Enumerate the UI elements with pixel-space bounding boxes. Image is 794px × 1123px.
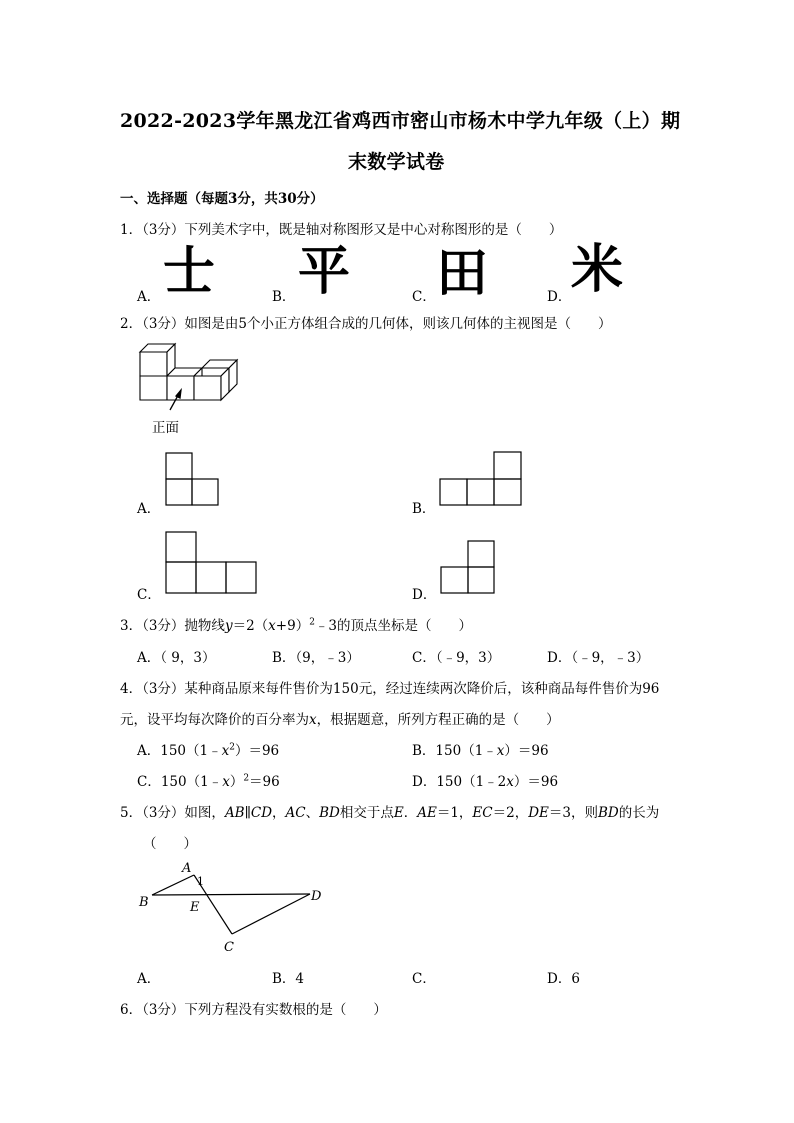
- question-5-stem-line2: （ ）: [143, 836, 197, 852]
- q5-option-b: B．4: [272, 971, 305, 987]
- q5-figure-label-d: D: [311, 889, 322, 904]
- q5-dot: ．: [403, 805, 418, 821]
- q5-e: E: [393, 805, 404, 821]
- q5-parallel: ∥: [244, 805, 251, 821]
- q5-bd2: BD: [597, 805, 619, 821]
- q4-option-b: [412, 739, 549, 759]
- q3-option-a: A．（ 9，3）: [137, 650, 216, 666]
- q3-var-x: x: [268, 618, 276, 634]
- q4-a-var: x: [221, 743, 230, 759]
- q4-option-d: [412, 770, 558, 790]
- q4-a-sup: 2: [229, 742, 235, 753]
- q3-stem-prefix: 3．（3分）抛物线: [120, 618, 225, 634]
- q5-eq2: ＝2，: [492, 805, 529, 821]
- q5-eq1: ＝1，: [436, 805, 473, 821]
- q4-b-pre: B．150（1﹣: [412, 743, 497, 759]
- q5-sep1: ，: [272, 805, 286, 821]
- question-1-stem: 1．（3分）下列美术字中，既是轴对称图形又是中心对称图形的是（ ）: [120, 222, 563, 238]
- q5-eq3: ＝3，则: [548, 805, 598, 821]
- q5-ab: AB: [224, 805, 245, 821]
- q2-option-c-label: C．: [137, 587, 161, 603]
- q4-a-post: ）＝96: [234, 743, 280, 759]
- q4-b-post: ）＝96: [504, 743, 549, 759]
- q4-line2-pre: 元，设平均每次降价的百分率为: [120, 712, 309, 728]
- q5-mid1: 相交于点: [339, 805, 394, 821]
- q5-pre: 5．（3分）如图，: [120, 805, 225, 821]
- q2-option-b-label: B．: [412, 501, 436, 517]
- q4-c-var: x: [222, 774, 230, 790]
- q4-c-mid: ）: [229, 774, 244, 790]
- q4-var-x: x: [309, 712, 317, 728]
- q2-option-a-label: A．: [137, 501, 161, 517]
- question-6-stem: 6．（3分）下列方程没有实数根的是（ ）: [120, 1002, 387, 1018]
- q3-stem-mid: ＝2（: [232, 618, 269, 634]
- q4-c-post: ＝96: [249, 774, 280, 790]
- q3-exponent: 2: [309, 617, 315, 628]
- q1-option-c-glyph: 田: [436, 244, 489, 304]
- q2-option-c-figure: [166, 532, 258, 594]
- q4-c-pre: C．150（1﹣: [137, 774, 223, 790]
- q2-option-d-label: D．: [412, 587, 437, 603]
- q1-option-b-label: B．: [272, 289, 296, 305]
- question-5-figure: [136, 858, 336, 958]
- q1-option-d-glyph: 米: [571, 240, 624, 300]
- q5-sep2: 、: [305, 805, 320, 821]
- q1-option-c-label: C．: [412, 289, 436, 305]
- q5-de: DE: [528, 805, 549, 821]
- q1-option-a-glyph: 士: [163, 242, 216, 302]
- q5-tail: 的长为: [618, 805, 660, 821]
- q4-line2-post: ，根据题意，所列方程正确的是（ ）: [316, 712, 560, 728]
- q5-cd: CD: [250, 805, 273, 821]
- question-5-stem: [120, 801, 659, 821]
- page-title: 2022-2023学年黑龙江省鸡西市密山市杨木中学九年级（上）期: [120, 110, 681, 132]
- q4-d-post: ）＝96: [513, 774, 559, 790]
- q1-option-b-glyph: 平: [298, 242, 351, 302]
- q5-ae: AE: [417, 805, 437, 821]
- q5-option-d: D．6: [547, 971, 580, 987]
- q5-figure-angle-1: 1: [197, 875, 204, 888]
- q4-b-var: x: [496, 743, 505, 759]
- q1-option-d-label: D．: [547, 289, 572, 305]
- question-4-stem-line1: 4．（3分）某种商品原来每件售价为150元，经过连续两次降价后，该种商品每件售价为96: [120, 681, 660, 697]
- q3-var-y: y: [224, 618, 233, 634]
- q5-figure-label-e: E: [190, 900, 200, 915]
- q4-d-var: x: [506, 774, 514, 790]
- q5-ac: AC: [285, 805, 306, 821]
- question-2-figure-label: 正面: [152, 420, 179, 436]
- q5-bd: BD: [319, 805, 340, 821]
- q4-option-a: [137, 739, 279, 759]
- q2-option-d-figure: [441, 541, 496, 594]
- q5-figure-label-a: A: [182, 861, 192, 876]
- page-title-line2: 末数学试卷: [348, 151, 445, 173]
- q4-d-pre: D．150（1﹣2: [412, 774, 507, 790]
- q5-option-a: A．: [137, 971, 161, 987]
- q1-option-a-label: A．: [137, 289, 161, 305]
- question-4-stem-line2: [120, 708, 560, 728]
- question-3-stem: [120, 614, 472, 634]
- q5-ec: EC: [472, 805, 493, 821]
- q4-a-pre: A．150（1﹣: [137, 743, 222, 759]
- q5-option-c: C．: [412, 971, 436, 987]
- q3-stem-mid2: +9）: [275, 618, 310, 634]
- q2-option-a-figure: [166, 453, 221, 506]
- q3-option-b: B．（9，﹣3）: [272, 650, 360, 666]
- q3-option-d: D．（﹣9，﹣3）: [547, 650, 650, 666]
- q4-c-sup: 2: [243, 773, 250, 784]
- q4-option-c: [137, 770, 280, 790]
- q3-option-c: C．（﹣9，3）: [412, 650, 501, 666]
- q5-figure-label-b: B: [139, 895, 149, 910]
- question-2-stem: 2．（3分）如图是由5个小正方体组合成的几何体，则该几何体的主视图是（ ）: [120, 316, 612, 332]
- question-2-figure: [140, 340, 250, 410]
- q2-option-b-figure: [440, 452, 522, 506]
- q5-figure-label-c: C: [224, 940, 234, 955]
- section-heading: 一、选择题（每题3分，共30分）: [120, 191, 324, 207]
- q3-stem-suffix: ﹣3的顶点坐标是（ ）: [314, 618, 473, 634]
